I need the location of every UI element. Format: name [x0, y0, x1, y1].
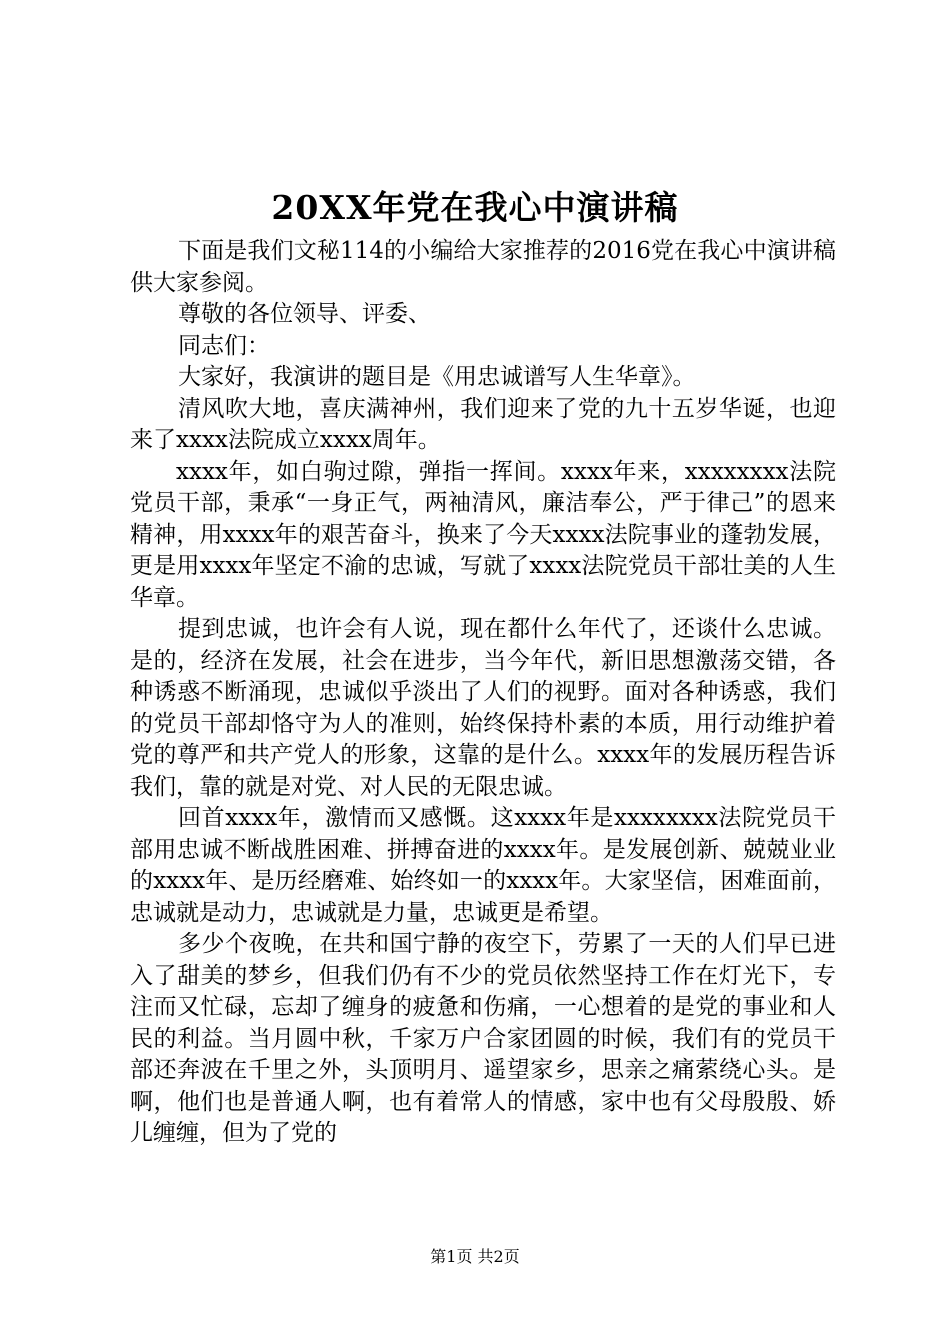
paragraph-nights: 多少个夜晚，在共和国宁静的夜空下，劳累了一天的人们早已进入了甜美的梦乡，但我们仍有不少的党员依然坚持工作在灯光下，专注而又忙碌，忘却了缠身的疲惫和伤痛，一心想着的是党的事业和人民的利益。当月圆中秋，千家万户合家团圆的时候，我们有的党员干部还奔波在千里之外，头顶明月、遥望家乡，思亲之痛萦绕心头。是啊，他们也是普通人啊，也有着常人的情感，家中也有父母殷殷、娇儿缠缠，但为了党的 [130, 931, 836, 1146]
document-title: 20XX年党在我心中演讲稿 [271, 188, 679, 227]
paragraph-greeting: 大家好，我演讲的题目是《用忠诚谱写人生华章》。 [178, 364, 696, 390]
page-indicator: 第1页 共2页 [430, 1247, 520, 1266]
paragraph-comrades: 同志们： [178, 332, 270, 359]
paragraph-salutation: 尊敬的各位领导、评委、 [178, 301, 431, 327]
paragraph-retrospect: 回首xxxx年，激情而又感慨。这xxxx年是xxxxxxxx法院党员干部用忠诚不断战胜困难、拼搏奋进的xxxx年。是发展创新、兢兢业业的xxxx年、是历经磨难、始终如一的xxxx年。大家坚信，困难面前，忠诚就是动力，忠诚就是力量，忠诚更是希望。 [130, 805, 836, 926]
paragraph-intro: 下面是我们文秘114的小编给大家推荐的2016党在我心中演讲稿供大家参阅。 [130, 238, 836, 296]
paragraph-loyalty: 提到忠诚，也许会有人说，现在都什么年代了，还谈什么忠诚。是的，经济在发展，社会在进步，当今年代，新旧思想激荡交错，各种诱惑不断涌现，忠诚似乎淡出了人们的视野。面对各种诱惑，我们的党员干部却恪守为人的准则，始终保持朴素的本质，用行动维护着党的尊严和共产党人的形象，这靠的是什么。xxxx年的发展历程告诉我们，靠的就是对党、对人民的无限忠诚。 [130, 616, 836, 800]
document-body [130, 236, 836, 1150]
paragraph-history: xxxx年，如白驹过隙，弹指一挥间。xxxx年来，xxxxxxxx法院党员干部，秉承“一身正气，两袖清风，廉洁奉公，严于律己”的恩来精神，用xxxx年的艰苦奋斗，换来了今天xxxx法院事业的蓬勃发展，更是用xxxx年坚定不渝的忠诚，写就了xxxx法院党员干部壮美的人生华章。 [130, 458, 836, 611]
paragraph-anniversary: 清风吹大地，喜庆满神州，我们迎来了党的九十五岁华诞，也迎来了xxxx法院成立xxxx周年。 [130, 395, 836, 453]
